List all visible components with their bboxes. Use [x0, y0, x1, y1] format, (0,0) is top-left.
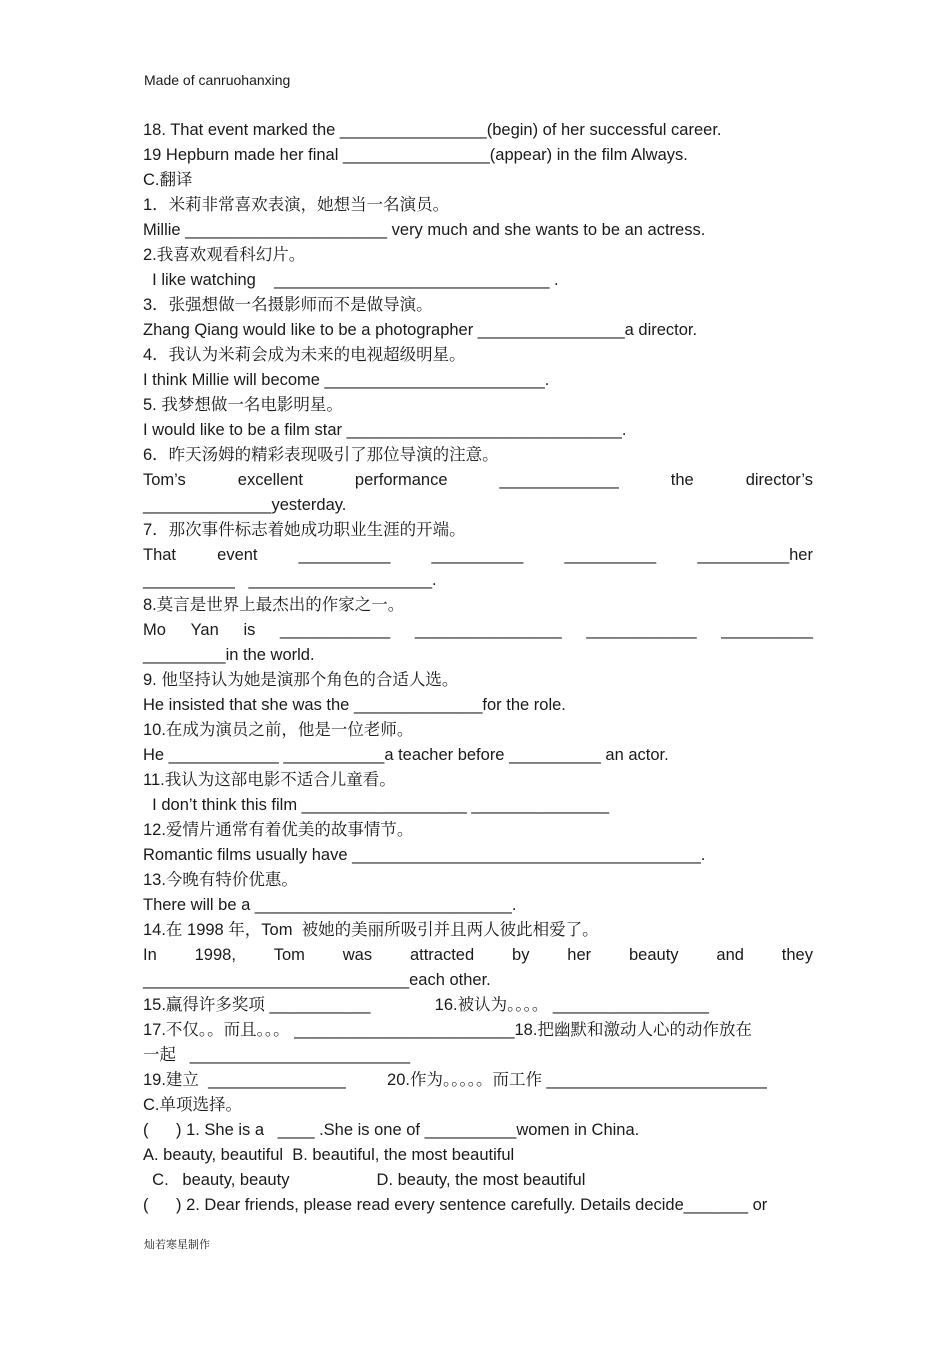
word: Mo	[143, 621, 166, 639]
exercise-line: He ____________ ___________a teacher before __________ an actor.	[143, 746, 669, 764]
justified-line-14	[143, 943, 813, 968]
word: is	[243, 621, 256, 639]
word: __________	[564, 546, 657, 564]
exercise-line: Romantic films usually have ______________________________________.	[143, 846, 706, 864]
word: and	[716, 946, 744, 964]
exercise-line: There will be a ____________________________.	[143, 896, 517, 914]
exercise-line: _____________________________each other.	[143, 971, 491, 989]
section-heading: C.翻译	[143, 171, 193, 189]
word: 1998,	[194, 946, 236, 964]
exercise-line: __________ ____________________.	[143, 571, 437, 589]
word: ________________	[414, 621, 562, 639]
exercise-line: 5. 我梦想做一名电影明星。	[143, 396, 343, 414]
phrase-line: 19.建立 _______________ 20.作为。。。。。而工作 ________________________	[143, 1071, 767, 1089]
exercise-line: 14.在 1998 年，Tom 被她的美丽所吸引并且两人彼此相爱了。	[143, 921, 599, 939]
phrase-line: 一起 ________________________	[143, 1046, 410, 1064]
question-line: ( ) 1. She is a ____ .She is one of __________women in China.	[143, 1121, 640, 1139]
word: ____________	[280, 621, 391, 639]
exercise-line: 8.莫言是世界上最杰出的作家之一。	[143, 596, 405, 614]
exercise-line: 1．米莉非常喜欢表演，她想当一名演员。	[143, 196, 450, 214]
page-header: Made of canruohanxing	[144, 72, 291, 88]
word: was	[342, 946, 373, 964]
exercise-line: 19 Hepburn made her final ________________(appear) in the film Always.	[143, 146, 688, 164]
word: event	[217, 546, 258, 564]
word: attracted	[409, 946, 475, 964]
justified-line-7	[143, 543, 813, 568]
word: performance	[354, 471, 448, 489]
exercise-line: 7．那次事件标志着她成功职业生涯的开端。	[143, 521, 466, 539]
exercise-line: ______________yesterday.	[143, 496, 347, 514]
justified-line-8	[143, 618, 813, 643]
exercise-line: Millie ______________________ very much and she wants to be an actress.	[143, 221, 706, 239]
page-footer: 灿若寒星制作	[144, 1239, 210, 1251]
word: __________	[431, 546, 524, 564]
word: In	[143, 946, 157, 964]
exercise-line: I would like to be a film star ______________________________.	[143, 421, 627, 439]
word: That	[143, 546, 177, 564]
word: by	[512, 946, 530, 964]
option-line: C. beauty, beauty D. beauty, the most beautiful	[143, 1171, 586, 1189]
exercise-line: I don’t think this film __________________ _______________	[143, 796, 610, 814]
exercise-line: 18. That event marked the ________________(begin) of her successful career.	[143, 121, 722, 139]
question-line: ( ) 2. Dear friends, please read every sentence carefully. Details decide_______ or	[143, 1196, 768, 1214]
exercise-line: 10.在成为演员之前，他是一位老师。	[143, 721, 414, 739]
exercise-line: He insisted that she was the ______________for the role.	[143, 696, 566, 714]
word: _____________	[499, 471, 619, 489]
word: __________	[298, 546, 391, 564]
exercise-line: I think Millie will become ________________________.	[143, 371, 550, 389]
exercise-line: 11.我认为这部电影不适合儿童看。	[143, 771, 396, 789]
exercise-line: 9. 他坚持认为她是演那个角色的合适人选。	[143, 671, 459, 689]
word: Tom’s	[143, 471, 186, 489]
word: excellent	[237, 471, 303, 489]
phrase-line: 17.不仅。。而且。。。 ________________________18.把幽默和激动人心的动作放在	[143, 1021, 752, 1039]
justified-line-6	[143, 468, 813, 493]
word: her	[567, 946, 592, 964]
exercise-line: 6．昨天汤姆的精彩表现吸引了那位导演的注意。	[143, 446, 499, 464]
exercise-line: I like watching ______________________________ .	[143, 271, 559, 289]
phrase-line: 15.赢得许多奖项 ___________ 16.被认为。。。。 _________________	[143, 996, 709, 1014]
exercise-line: 2.我喜欢观看科幻片。	[143, 246, 306, 264]
worksheet-body	[143, 118, 813, 1218]
exercise-line: 4．我认为米莉会成为未来的电视超级明星。	[143, 346, 466, 364]
exercise-line: _________in the world.	[143, 646, 315, 664]
word: the	[670, 471, 694, 489]
word: beauty	[629, 946, 679, 964]
section-heading: C.单项选择。	[143, 1096, 242, 1114]
word: ____________	[586, 621, 697, 639]
word: director’s	[745, 471, 813, 489]
exercise-line: 12.爱情片通常有着优美的故事情节。	[143, 821, 414, 839]
exercise-line: 13.今晚有特价优惠。	[143, 871, 298, 889]
exercise-line: Zhang Qiang would like to be a photographer ________________a director.	[143, 321, 698, 339]
word: Yan	[190, 621, 219, 639]
word: Tom	[273, 946, 305, 964]
word: __________	[721, 621, 813, 639]
word: __________her	[697, 546, 813, 564]
exercise-line: 3．张强想做一名摄影师而不是做导演。	[143, 296, 433, 314]
word: they	[781, 946, 813, 964]
option-line: A. beauty, beautiful B. beautiful, the most beautiful	[143, 1146, 515, 1164]
